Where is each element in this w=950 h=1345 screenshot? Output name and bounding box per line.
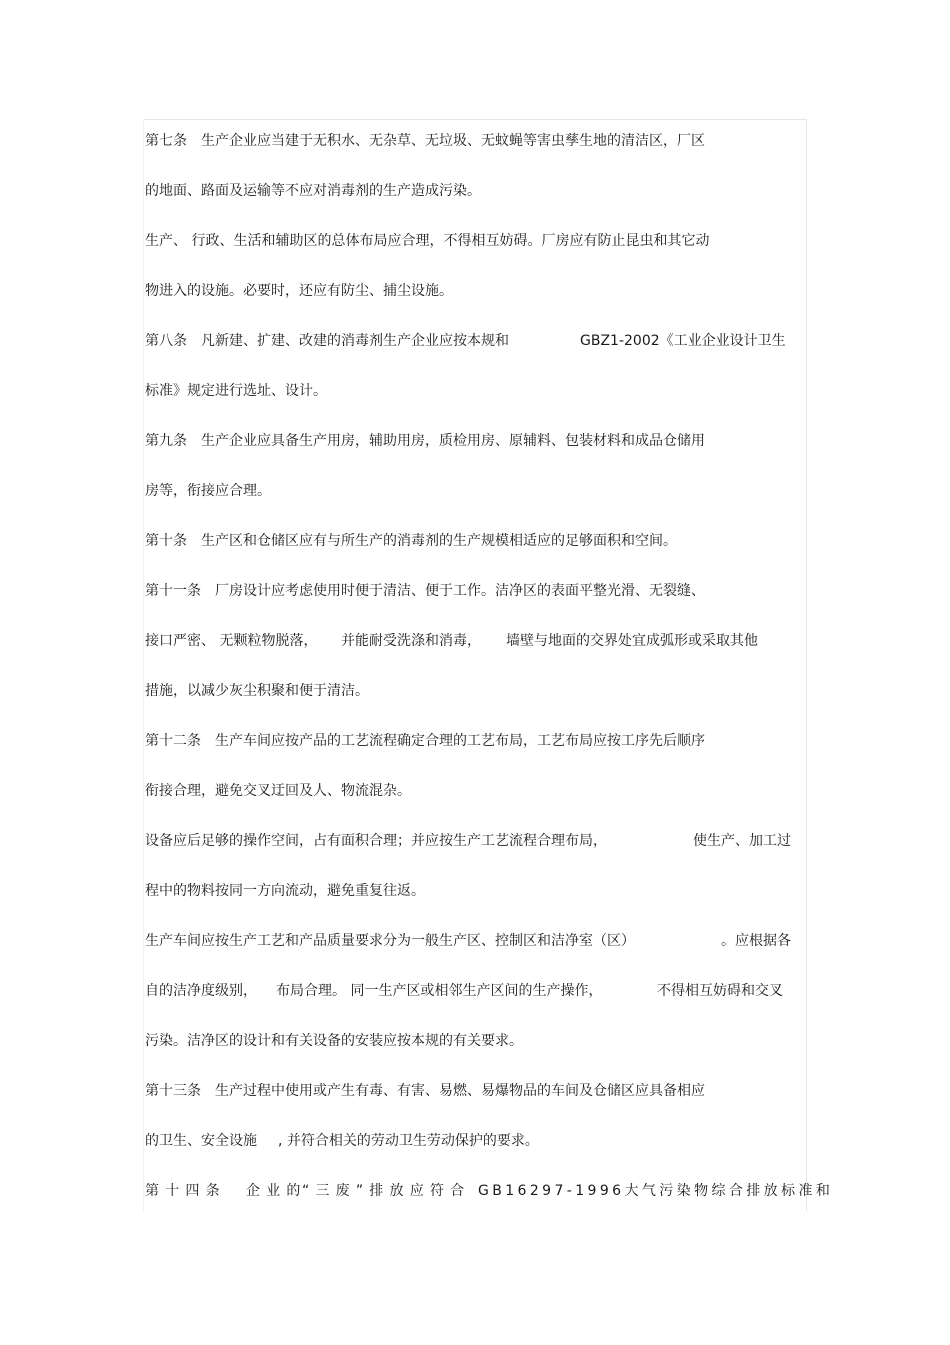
text-line: 第九条 生产企业应具备生产用房，辅助用房，质检用房、原辅料、包装材料和成品仓储用 [145,433,705,449]
text-line: 物进入的设施。必要时，还应有防尘、捕尘设施。 [145,283,453,299]
text-line: 措施，以减少灰尘积聚和便于清洁。 [145,683,369,699]
text-line [145,330,805,352]
text-line: 污染。洁净区的设计和有关设备的安装应按本规的有关要求。 [145,1033,523,1049]
text-line: 标准》规定进行选址、设计。 [145,383,327,399]
text-line: 衔接合理，避免交叉迂回及人、物流混杂。 [145,783,411,799]
text-line: 第十二条 生产车间应按产品的工艺流程确定合理的工艺布局，工艺布局应按工序先后顺序 [145,733,705,749]
text-segment: 第八条 凡新建、扩建、改建的消毒剂生产企业应按本规和 [145,333,509,349]
text-line: 第十三条 生产过程中使用或产生有毒、有害、易燃、易爆物品的车间及仓储区应具备相应 [145,1083,705,1099]
text-segment: GBZ1-2002《工业企业设计卫生 [580,333,786,349]
text-segment: , 并符合相关的劳动卫生劳动保护的要求。 [278,1133,539,1149]
text-line: 房等，衔接应合理。 [145,483,271,499]
text-segment: 不得相互妨碍和交叉 [657,983,783,999]
text-line: 第十条 生产区和仓储区应有与所生产的消毒剂的生产规模相适应的足够面积和空间。 [145,533,677,549]
text-segment: 布局合理。 同一生产区或相邻生产区间的生产操作， [276,983,603,999]
text-segment: 生产车间应按生产工艺和产品质量要求分为一般生产区、控制区和洁净室（区） [145,933,635,949]
text-segment: 并能耐受洗涤和消毒， [341,633,481,649]
text-segment: 自的洁净度级别， [145,983,257,999]
text-segment: 设备应后足够的操作空间，占有面积合理；并应按生产工艺流程合理布局， [145,833,607,849]
text-segment: 。应根据各 [721,933,791,949]
text-line: 程中的物料按同一方向流动，避免重复往返。 [145,883,425,899]
text-line [145,930,805,952]
text-line: 的地面、路面及运输等不应对消毒剂的生产造成污染。 [145,183,481,199]
text-segment: GB16297-1996大气污染物综合排放标准和 [478,1183,834,1199]
text-segment: 使生产、加工过 [693,833,791,849]
text-line [145,1130,805,1152]
text-line: 第七条 生产企业应当建于无积水、无杂草、无垃圾、无蚊蝇等害虫孳生地的清洁区，厂区 [145,133,705,149]
text-segment: “三废”排放应符合 [302,1183,471,1199]
text-line [145,830,805,852]
text-segment: 墙壁与地面的交界处宜成弧形或采取其他 [506,633,758,649]
text-line [145,1180,834,1202]
text-segment: 接口严密、 无颗粒物脱落， [145,633,318,649]
text-line: 生产、 行政、生活和辅助区的总体布局应合理，不得相互妨碍。厂房应有防止昆虫和其它动 [145,233,710,249]
text-segment: 的卫生、安全设施 [145,1133,257,1149]
text-line [145,980,805,1002]
text-line [145,630,805,652]
text-segment: 第十四条 企业的 [145,1183,307,1199]
text-line: 第十一条 厂房设计应考虑使用时便于清洁、便于工作。洁净区的表面平整光滑、无裂缝、 [145,583,705,599]
